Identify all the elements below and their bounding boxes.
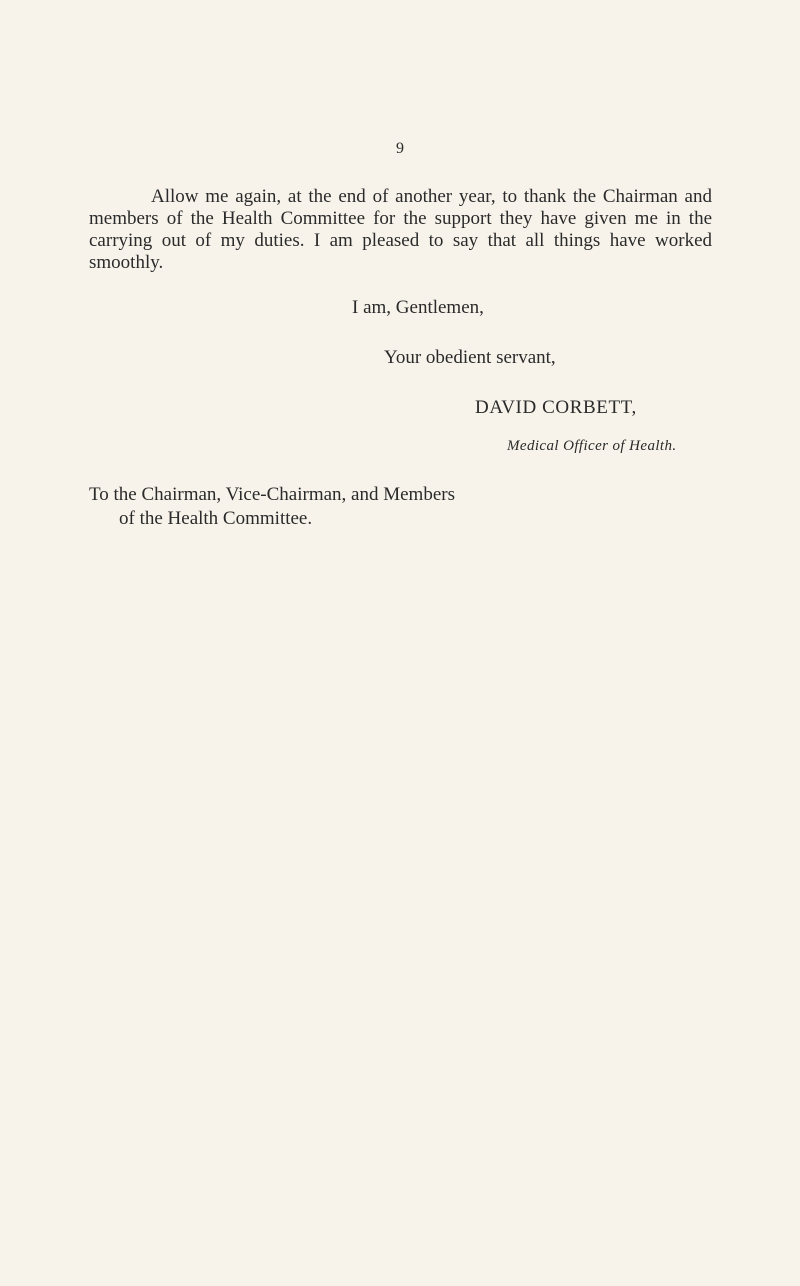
addressee-line-1: To the Chairman, Vice-Chairman, and Members [89, 484, 455, 505]
page-number: 9 [396, 140, 404, 157]
closing-salutation: I am, Gentlemen, [352, 297, 484, 318]
addressee-line-2: of the Health Committee. [119, 508, 313, 529]
body-paragraph: Allow me again, at the end of another year, to thank the Chairman and members of the Health Committee for the support they have given me in the carrying out of my duties. I am pleased to say that all things have worked smoothly. [89, 186, 712, 273]
closing-complimentary: Your obedient servant, [384, 347, 556, 368]
signature-title: Medical Officer of Health. [507, 438, 677, 454]
addressee-block [89, 483, 589, 531]
signature-name: DAVID CORBETT, [475, 397, 637, 418]
